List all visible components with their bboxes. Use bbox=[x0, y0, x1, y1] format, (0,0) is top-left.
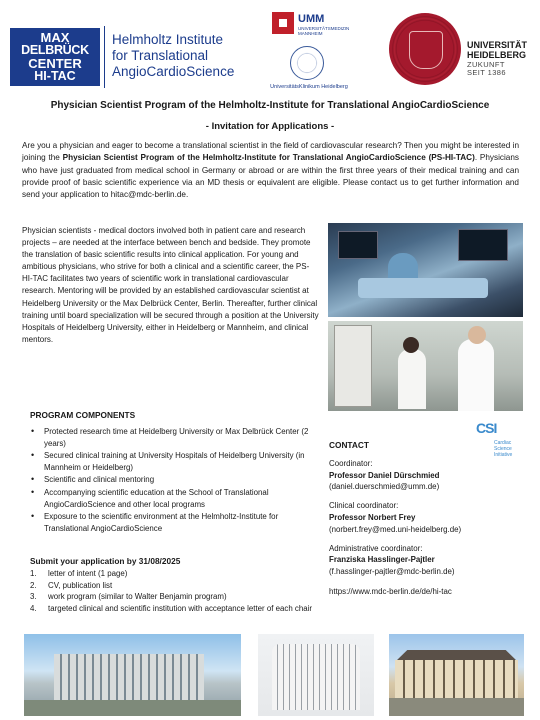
contact-heading: CONTACT bbox=[329, 440, 369, 450]
list-text: targeted clinical and scientific institution with acceptance letter of each chair bbox=[48, 604, 313, 614]
coordinator-email[interactable]: (daniel.duerschmied@umm.de) bbox=[329, 482, 440, 492]
admin-coordinator-name: Franziska Hasslinger-Pajtler bbox=[329, 555, 435, 565]
list-item bbox=[30, 580, 320, 592]
cath-lab-photo bbox=[328, 223, 523, 317]
intro-paragraph bbox=[22, 140, 519, 201]
csi-sub-line: Science bbox=[494, 446, 512, 452]
heidelberg-name bbox=[467, 40, 527, 60]
mdc-logo bbox=[10, 28, 100, 86]
clinical-coordinator-label: Clinical coordinator: bbox=[329, 501, 399, 511]
clinical-coordinator-name: Professor Norbert Frey bbox=[329, 512, 416, 522]
heidelberg-motto-line: SEIT 1386 bbox=[467, 68, 506, 77]
list-number: 1. bbox=[30, 569, 37, 578]
heidelberg-motto bbox=[467, 61, 506, 77]
list-text: CV, publication list bbox=[48, 580, 113, 590]
csi-sub-line: Initiative bbox=[494, 452, 513, 458]
mannheim-building-photo bbox=[389, 634, 524, 716]
intro-text: . Physicians who have just graduated from medical school in Germany or abroad or are within the first three years of their medical training and can provide proof of basic scientific experience via an MD thesis or equivalent are eligible. Please contact us to get further information and send your application to hitac@mdc-berlin.de. bbox=[22, 153, 520, 200]
program-components-list bbox=[30, 426, 315, 535]
list-text: letter of intent (1 page) bbox=[48, 569, 128, 578]
admin-coordinator-email[interactable]: (f.hasslinger-pajtler@mdc-berlin.de) bbox=[329, 567, 455, 577]
heidelberg-seal-icon bbox=[389, 13, 461, 85]
contact-section bbox=[329, 440, 524, 598]
header-divider bbox=[104, 26, 105, 88]
institute-name-line: Helmholtz Institute bbox=[112, 32, 224, 47]
list-number: 4. bbox=[30, 604, 37, 614]
intro-text: Are you a physician and eager to become a translational scientist in the field of cardiovascular research? Then you might be interested in joining the bbox=[22, 141, 519, 163]
heidelberg-name-line: HEIDELBERG bbox=[467, 50, 527, 60]
institute-name bbox=[112, 32, 262, 80]
heidelberg-motto-line: ZUKUNFT bbox=[467, 60, 505, 69]
umm-sub: UNIVERSITÄTSMEDIZIN MANNHEIM bbox=[298, 26, 350, 36]
page-subtitle: - Invitation for Applications - bbox=[205, 121, 335, 132]
intro-program-name: Physician Scientist Program of the Helmholtz-Institute for Translational AngioCardioScience (PS-HI-TAC) bbox=[62, 153, 475, 163]
umm-name: UMM bbox=[298, 13, 325, 25]
page-title: Physician Scientist Program of the Helmholtz-Institute for Translational AngioCardioScience bbox=[50, 100, 490, 111]
umm-logo bbox=[272, 12, 348, 42]
mdc-logo-line: CENTER bbox=[28, 56, 82, 71]
list-item bbox=[30, 591, 320, 603]
list-item: • Scientific and clinical mentoring bbox=[30, 474, 315, 486]
csi-mark: CSI bbox=[476, 420, 497, 436]
coordinator-label: Coordinator: bbox=[329, 458, 373, 468]
umm-mark-icon bbox=[272, 12, 294, 34]
mdc-logo-line: HI-TAC bbox=[34, 69, 76, 83]
submit-heading: Submit your application by 31/08/2025 bbox=[30, 556, 181, 566]
list-number: 2. bbox=[30, 580, 37, 590]
ukhd-name: UniversitätsKlinikum Heidelberg bbox=[270, 84, 348, 90]
institute-name-line: for Translational bbox=[112, 48, 209, 63]
institute-name-line: AngioCardioScience bbox=[112, 64, 235, 79]
mdc-logo-line: DELBRÜCK bbox=[21, 43, 89, 57]
clinical-coordinator-email[interactable]: (norbert.frey@med.uni-heidelberg.de) bbox=[329, 524, 462, 534]
heidelberg-name-line: UNIVERSITÄT bbox=[467, 40, 528, 50]
mdc-building-photo bbox=[24, 634, 241, 716]
list-item bbox=[30, 568, 320, 580]
list-item: • Exposure to the scientific environment at the Helmholtz-Institute for Translational AngioCardioScience bbox=[30, 511, 315, 534]
website-link[interactable]: https://www.mdc-berlin.de/de/hi-tac bbox=[329, 586, 452, 596]
list-text: work program (similar to Walter Benjamin program) bbox=[48, 592, 227, 602]
program-components-heading: PROGRAM COMPONENTS bbox=[30, 410, 136, 420]
body-paragraph: Physician scientists - medical doctors involved both in patient care and research projects – are needed at the interface between bench and bedside. They promote the translation of basic scientific results into clinical application. For young and ambitious physicians, who strive for both a clinical and a scientific career, the PS-HI-TAC facilitates two years of scientific work in translational cardiovascular research. Mentoring will be provided by an established cardiovascular scientist at Heidelberg University or the Max Delbrück Center, Berlin. Thereafter, further clinical training until board specialization will be secured through a position at the University Hospitals of Heidelberg University, either in Heidelberg or Mannheim, and clinical mentors. bbox=[22, 226, 319, 344]
ukhd-seal-icon bbox=[290, 46, 324, 80]
list-item: • Accompanying scientific education at the School of Translational AngioCardioScience and other local programs bbox=[30, 487, 315, 510]
list-item: • Protected research time at Heidelberg University or Max Delbrück Center (2 years) bbox=[30, 426, 315, 449]
institute-building-photo bbox=[258, 634, 374, 716]
research-lab-photo bbox=[328, 321, 523, 411]
submit-list bbox=[30, 568, 320, 615]
list-item: • Secured clinical training at University Hospitals of Heidelberg University (in Mannheim or Heidelberg) bbox=[30, 450, 315, 473]
coordinator-name: Professor Daniel Dürschmied bbox=[329, 470, 440, 480]
csi-sub-line: Cardiac bbox=[494, 440, 512, 446]
mdc-logo-line: MAX bbox=[40, 30, 70, 45]
admin-coordinator-label: Administrative coordinator: bbox=[329, 543, 423, 553]
list-item bbox=[30, 603, 320, 615]
list-number: 3. bbox=[30, 592, 37, 602]
ukhd-logo bbox=[270, 46, 348, 94]
